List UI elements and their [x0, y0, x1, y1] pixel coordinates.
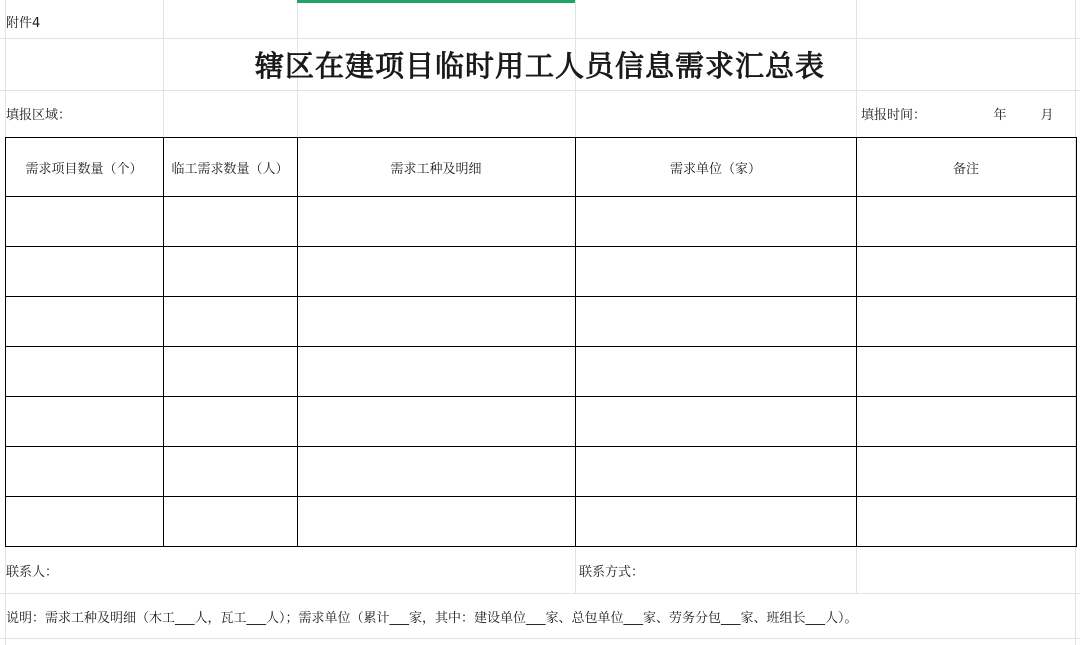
table-row[interactable] [5, 347, 1076, 396]
table-row[interactable] [5, 247, 1076, 296]
table-row[interactable] [5, 497, 1076, 546]
table-row[interactable] [5, 447, 1076, 496]
attachment-label[interactable]: 附件4 [6, 15, 41, 31]
month-label[interactable]: 月 [1040, 107, 1054, 123]
fill-area-label[interactable]: 填报区域： [6, 107, 72, 123]
header-remarks[interactable]: 备注 [952, 161, 979, 177]
header-demand-units[interactable]: 需求单位（家） [669, 161, 761, 177]
header-temp-worker-count[interactable]: 临工需求数量（人） [171, 161, 289, 177]
explanation-note[interactable]: 说明：需求工种及明细（木工___人，瓦工___人）；需求单位（累计___家，其中：建设单位___家、总包单位___家、劳务分包___家、班组长___人）。 [6, 610, 858, 626]
contact-person-label[interactable]: 联系人： [6, 564, 59, 580]
header-project-count[interactable]: 需求项目数量（个） [25, 161, 143, 177]
active-cell-indicator [297, 0, 575, 3]
table-row[interactable] [5, 197, 1076, 246]
table-row[interactable] [5, 297, 1076, 346]
table-row[interactable] [5, 397, 1076, 446]
fill-time-label[interactable]: 填报时间： [861, 107, 927, 123]
year-label[interactable]: 年 [993, 107, 1007, 123]
sheet-title[interactable]: 辖区在建项目临时用工人员信息需求汇总表 [254, 48, 825, 83]
contact-method-label[interactable]: 联系方式： [579, 564, 645, 580]
header-job-types[interactable]: 需求工种及明细 [390, 161, 482, 177]
